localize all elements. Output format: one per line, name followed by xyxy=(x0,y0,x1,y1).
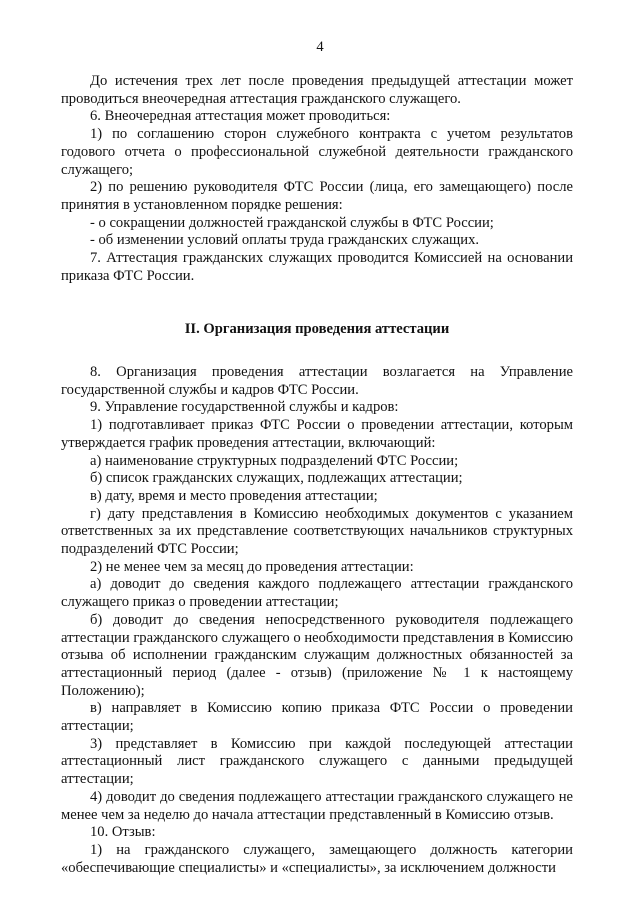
paragraph: 3) представляет в Комиссию при каждой последующей аттестации аттестационный лист гражданского служащего с данными предыдущей аттестации; xyxy=(61,735,573,788)
section-heading: II. Организация проведения аттестации xyxy=(184,321,450,337)
paragraph: 7. Аттестация гражданских служащих проводится Комиссией на основании приказа ФТС России. xyxy=(61,250,573,284)
paragraph: а) наименование структурных подразделений ФТС России; xyxy=(90,452,459,469)
paragraph: 2) по решению руководителя ФТС России (лица, его замещающего) после принятия в установленном порядке решения: xyxy=(61,179,573,213)
paragraph: 1) на гражданского служащего, замещающего должность категории «обеспечивающие специалисты» и «специалисты», за исключением должности xyxy=(61,841,573,876)
paragraph: 10. Отзыв: xyxy=(90,824,156,841)
paragraph: - о сокращении должностей гражданской службы в ФТС России; xyxy=(90,214,494,231)
paragraph: г) дату представления в Комиссию необходимых документов с указанием ответственных за их представление соответствующих начальников структурных подразделений ФТС России; xyxy=(61,505,573,558)
section-organization xyxy=(61,364,573,877)
section-intro xyxy=(61,73,573,285)
paragraph: б) доводит до сведения непосредственного руководителя подлежащего аттестации гражданского служащего о необходимости представления в Комиссию отзыва об исполнении гражданским служащим должностных обязанностей за аттестационный период (далее - отзыв) (приложение № 1 к настоящему Положению); xyxy=(61,611,573,699)
page-number: 4 xyxy=(316,39,324,55)
paragraph: 1) по соглашению сторон служебного контракта с учетом результатов годового отчета о профессиональной служебной деятельности гражданского служащего; xyxy=(61,126,573,178)
paragraph: 8. Организация проведения аттестации возлагается на Управление государственной службы и кадров ФТС России. xyxy=(61,364,573,398)
paragraph: До истечения трех лет после проведения предыдущей аттестации может проводиться внеочередная аттестация гражданского служащего. xyxy=(61,73,573,107)
paragraph: 2) не менее чем за месяц до проведения аттестации: xyxy=(90,558,414,575)
paragraph: а) доводит до сведения каждого подлежащего аттестации гражданского служащего приказ о проведении аттестации; xyxy=(61,576,573,611)
paragraph: в) дату, время и место проведения аттестации; xyxy=(90,487,378,504)
paragraph: в) направляет в Комиссию копию приказа ФТС России о проведении аттестации; xyxy=(61,700,573,735)
paragraph: - об изменении условий оплаты труда гражданских служащих. xyxy=(90,232,480,249)
paragraph: 1) подготавливает приказ ФТС России о проведении аттестации, которым утверждается график проведения аттестации, включающий: xyxy=(61,417,573,451)
paragraph: б) список гражданских служащих, подлежащих аттестации; xyxy=(90,470,463,487)
paragraph: 4) доводит до сведения подлежащего аттестации гражданского служащего не менее чем за неделю до начала аттестации представленный в Комиссию отзыв. xyxy=(61,788,573,823)
paragraph: 6. Внеочередная аттестация может проводиться: xyxy=(90,108,391,125)
paragraph: 9. Управление государственной службы и кадров: xyxy=(90,399,399,416)
